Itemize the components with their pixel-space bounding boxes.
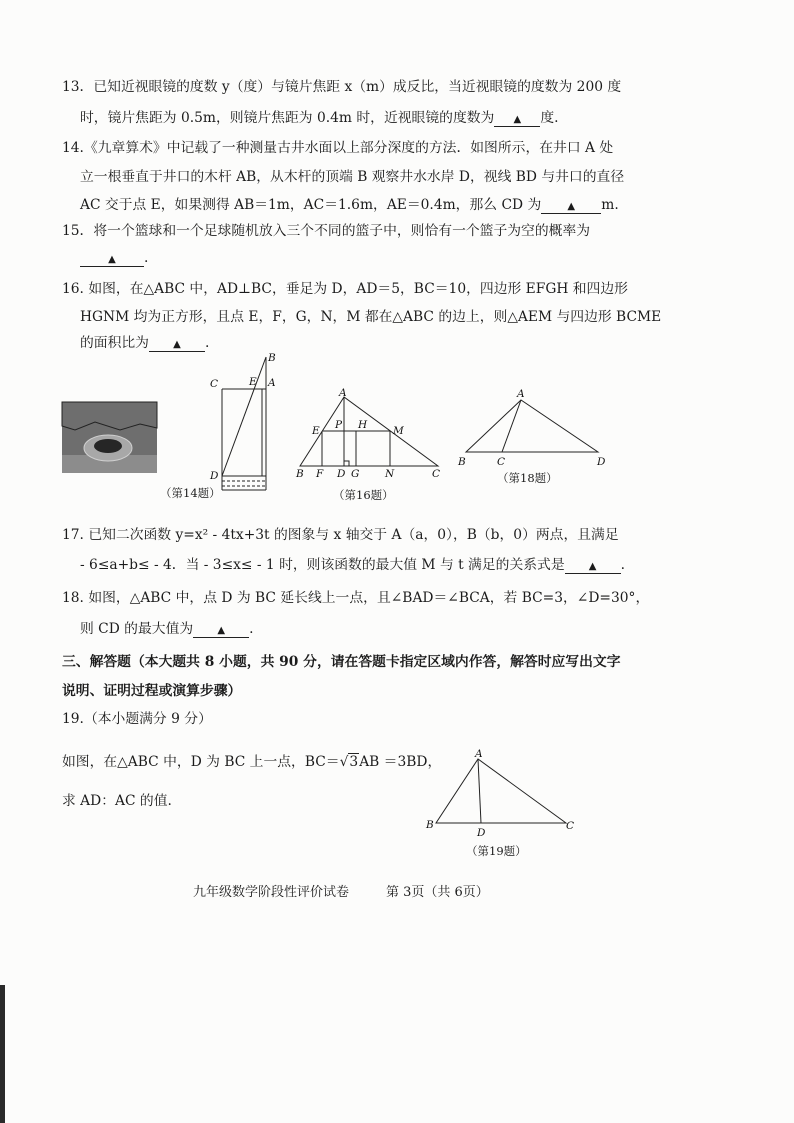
fig19-label-C: C	[566, 820, 575, 832]
fig16-label-E: E	[312, 425, 320, 437]
q15-line-1: 15．将一个篮球和一个足球随机放入三个不同的篮子中，则恰有一个篮子为空的概率为	[62, 223, 591, 239]
fig16-label-P: P	[335, 419, 343, 431]
fig16-label-D: D	[337, 468, 346, 480]
section3-heading-line-2: 说明、证明过程或演算步骤）	[62, 683, 242, 699]
photo-well-opening	[94, 439, 122, 453]
q14-line-2: 立一根垂直于井口的木杆 AB，从木杆的顶端 B 观察井水水岸 D，视线 BD 与井口的直径	[80, 169, 625, 185]
fig19-label-A: A	[475, 748, 483, 760]
q18-line-2-text: 则 CD 的最大值为	[80, 621, 194, 637]
fig14-label-A: A	[268, 377, 276, 389]
fig19-triangle-ABC	[436, 759, 566, 823]
q19-line-1	[62, 753, 441, 771]
q17-line-2-end: .	[620, 557, 626, 573]
fig18-label-C: C	[497, 456, 506, 468]
q16-answer-blank: ▲	[149, 338, 205, 352]
q13-line-1: 13．已知近视眼镜的度数 y（度）与镜片焦距 x（m）成反比，当近视眼镜的度数为 200 度	[62, 79, 622, 95]
fig16-triangle-ABC	[300, 397, 438, 466]
q16-line-3	[80, 334, 209, 352]
q19-header: 19.（本小题满分 9 分）	[62, 711, 212, 727]
q15-line-2	[80, 249, 148, 267]
q17-line-2-text: - 6≤a+b≤ - 4．当 - 3≤x≤ - 1 时，则该函数的最大值 M 与 t 满足的关系式是	[80, 557, 565, 573]
photo-well-rim	[84, 435, 132, 461]
fig18-segment-AC	[502, 400, 521, 452]
q17-line-2	[80, 556, 625, 574]
q19-line-2: 求 AD：AC 的值.	[62, 793, 172, 809]
q19-line-1-end: AB ＝3BD，	[359, 754, 442, 770]
fig19-segment-AD	[478, 759, 481, 823]
fig18-diagram	[457, 388, 606, 468]
q14-line-3	[80, 196, 619, 214]
fig19-label-D: D	[477, 827, 486, 839]
fig14-label-C: C	[210, 378, 219, 390]
sqrt-radicand: 3	[349, 754, 359, 770]
fig19-caption: （第19题）	[466, 844, 527, 858]
q15-answer-blank: ▲	[80, 253, 144, 267]
well-photo	[62, 402, 157, 473]
fig18-triangle-ABD	[466, 400, 598, 452]
fig18-label-A: A	[517, 388, 525, 400]
q17-line-1: 17. 已知二次函数 y=x² - 4tx+3t 的图象与 x 轴交于 A（a，0），B（b，0）两点，且满足	[62, 527, 619, 543]
fig14-caption: （第14题）	[160, 486, 221, 500]
q15-line-2-end: .	[144, 250, 149, 266]
q13-answer-blank: ▲	[494, 113, 540, 127]
fig16-diagram	[295, 387, 440, 480]
q16-line-3-text: 的面积比为	[80, 335, 149, 351]
photo-trees	[62, 402, 157, 430]
fig16-label-N: N	[385, 468, 395, 480]
sqrt-sign: √	[339, 754, 349, 770]
fig16-caption: （第16题）	[333, 488, 394, 502]
fig16-label-H: H	[358, 419, 368, 431]
q13-line-2-end: 度.	[540, 110, 559, 126]
fig18-label-B: B	[458, 456, 466, 468]
fig14-label-E: E	[249, 376, 257, 388]
q16-line-3-end: .	[204, 335, 210, 351]
q18-line-1: 18. 如图，△ABC 中，点 D 为 BC 延长线上一点，且∠BAD＝∠BCA，若 BC=3，∠D=30°，	[62, 590, 650, 606]
q13-line-2-text: 时，镜片焦距为 0.5m，则镜片焦距为 0.4m 时，近视眼镜的度数为	[80, 110, 495, 126]
scan-edge-shadow	[0, 985, 5, 1123]
q14-line-1: 14.《九章算术》中记载了一种测量古井水面以上部分深度的方法．如图所示，在井口 A 处	[62, 140, 614, 156]
fig18-caption: （第18题）	[497, 471, 558, 485]
footer-page-number: 第 3页（共 6页）	[386, 885, 489, 900]
q14-answer-blank: ▲	[541, 200, 601, 214]
fig14-label-D: D	[210, 470, 219, 482]
photo-ground	[62, 455, 157, 473]
photo-background	[62, 402, 157, 473]
footer-title: 九年级数学阶段性评价试卷	[193, 885, 350, 900]
q18-line-2	[80, 620, 254, 638]
fig16-label-F: F	[316, 468, 324, 480]
q16-line-2: HGNM 均为正方形，且点 E，F，G，N，M 都在△ABC 的边上，则△AEM 与四边形 BCME	[80, 309, 662, 325]
q17-answer-blank: ▲	[565, 560, 621, 574]
fig16-label-G: G	[351, 468, 360, 480]
q18-line-2-end: .	[249, 621, 254, 637]
fig19-diagram	[425, 748, 574, 839]
q19-line-1-text: 如图，在△ABC 中，D 为 BC 上一点，BC＝	[62, 754, 340, 770]
fig18-label-D: D	[597, 456, 606, 468]
fig14-sight-line-BD	[222, 357, 266, 476]
q14-line-3-end: m.	[601, 197, 619, 213]
q18-answer-blank: ▲	[193, 624, 249, 638]
q16-line-1: 16. 如图，在△ABC 中，AD⊥BC，垂足为 D，AD＝5，BC＝10，四边形 EFGH 和四边形	[62, 281, 628, 297]
fig16-label-C: C	[432, 468, 441, 480]
fig14-label-B: B	[268, 352, 276, 364]
fig19-label-B: B	[426, 819, 434, 831]
fig16-label-B: B	[296, 468, 304, 480]
fig14-diagram	[209, 352, 276, 490]
fig16-right-angle-mark	[344, 461, 349, 466]
section3-heading-line-1: 三、解答题（本大题共 8 小题，共 90 分，请在答题卡指定区域内作答，解答时应写出文字	[62, 654, 621, 670]
fig16-label-M: M	[393, 425, 404, 437]
q14-line-3-text: AC 交于点 E，如果测得 AB＝1m，AC＝1.6m，AE＝0.4m，那么 CD 为	[80, 197, 542, 213]
q13-line-2	[80, 109, 559, 127]
fig16-label-A: A	[339, 387, 347, 399]
